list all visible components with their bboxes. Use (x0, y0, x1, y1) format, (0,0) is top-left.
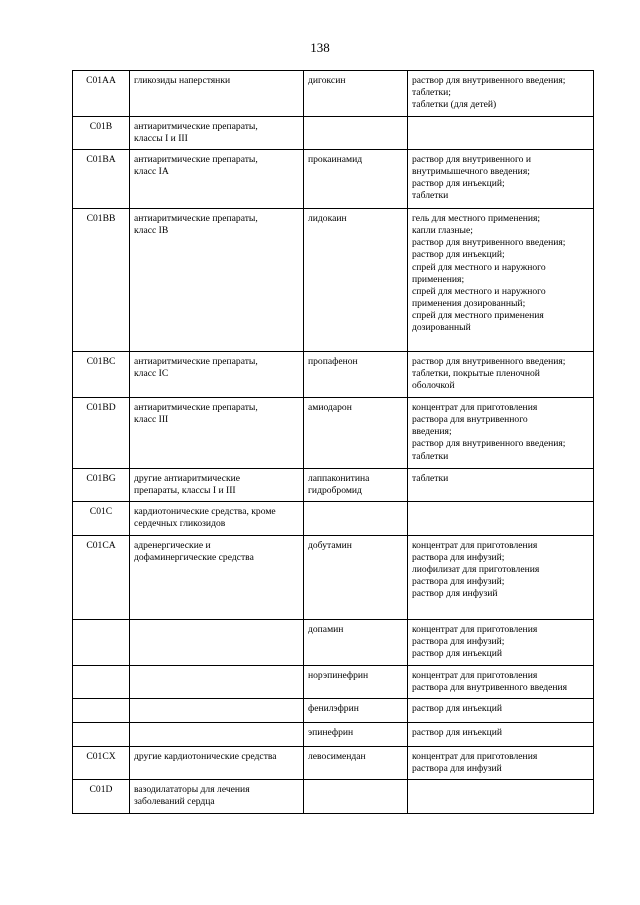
drug-name-line: эпинефрин (308, 726, 354, 738)
drug-name-cell (304, 698, 408, 722)
dosage-form-line: таблетки, покрытые пленочной (412, 368, 540, 380)
dosage-form-line: раствор для внутривенного введения; (412, 438, 566, 450)
dosage-form-line: введения; (412, 426, 452, 438)
table-row (73, 698, 594, 722)
group-name-line: заболеваний сердца (134, 796, 215, 808)
group-name-line: антиаритмические препараты, (134, 356, 258, 368)
drug-name-cell (304, 209, 408, 352)
table-row (73, 619, 594, 665)
group-name-line: антиаритмические препараты, (134, 121, 258, 132)
drug-name-line: амиодарон (308, 402, 352, 414)
atc-code-cell: C01BG (73, 469, 130, 502)
dosage-form-line: таблетки; (412, 87, 451, 99)
dosage-form-cell (408, 779, 594, 813)
dosage-form-cell (408, 150, 594, 209)
dosage-form-line: раствор для внутривенного и (412, 154, 531, 166)
table-row (73, 535, 594, 619)
dosage-form-line: раствора для внутривенного (412, 414, 528, 426)
drug-name-cell (304, 117, 408, 150)
dosage-form-cell (408, 535, 594, 619)
drug-name-line: добутамин (308, 539, 352, 551)
dosage-form-line: раствора для инфузий; (412, 575, 505, 587)
dosage-form-line: дозированный (412, 322, 471, 334)
group-name-line: другие кардиотонические средства (134, 750, 277, 762)
dosage-form-cell (408, 698, 594, 722)
dosage-form-line: спрей для местного и наружного (412, 285, 546, 297)
dosage-form-line: раствор для инъекций; (412, 178, 505, 190)
table-row (73, 398, 594, 469)
dosage-form-line: таблетки (412, 450, 449, 462)
group-name-line: антиаритмические препараты, (134, 402, 258, 414)
table-row (73, 665, 594, 698)
dosage-form-line: применения; (412, 273, 465, 285)
dosage-form-cell (408, 209, 594, 352)
atc-code-cell: C01BD (73, 398, 130, 469)
group-name-cell (130, 698, 304, 722)
dosage-form-line: концентрат для приготовления (412, 402, 538, 414)
drug-table (72, 70, 594, 814)
drug-name-cell (304, 502, 408, 535)
dosage-form-line: раствора для инфузий; (412, 635, 505, 647)
table-row (73, 117, 594, 150)
group-name-cell (130, 722, 304, 746)
drug-name-cell (304, 352, 408, 398)
drug-name-line: допамин (308, 623, 344, 635)
drug-name-line: дигоксин (308, 75, 346, 86)
table-row (73, 746, 594, 779)
dosage-form-line: раствор для инъекций (412, 726, 502, 738)
drug-name-cell (304, 665, 408, 698)
atc-code-cell (73, 619, 130, 665)
group-name-cell (130, 398, 304, 469)
drug-name-cell (304, 469, 408, 502)
group-name-cell (130, 209, 304, 352)
group-name-line: класс IA (134, 166, 169, 178)
dosage-form-line: спрей для местного и наружного (412, 261, 546, 273)
group-name-line: классы I и III (134, 133, 188, 145)
drug-name-line: гидробромид (308, 485, 362, 497)
atc-code-cell: C01C (73, 502, 130, 535)
atc-code-cell (73, 698, 130, 722)
dosage-form-line: концентрат для приготовления (412, 750, 538, 762)
dosage-form-line: внутримышечного введения; (412, 166, 530, 178)
drug-name-cell (304, 71, 408, 117)
group-name-cell (130, 150, 304, 209)
dosage-form-line: концентрат для приготовления (412, 539, 538, 551)
atc-code-cell (73, 665, 130, 698)
group-name-line: вазодилататоры для лечения (134, 783, 250, 795)
group-name-line: антиаритмические препараты, (134, 154, 258, 166)
atc-code-cell: C01B (73, 117, 130, 150)
group-name-line: сердечных гликозидов (134, 518, 226, 530)
dosage-form-cell (408, 71, 594, 117)
drug-name-line: лаппаконитина (308, 473, 370, 485)
dosage-form-cell (408, 352, 594, 398)
dosage-form-cell (408, 619, 594, 665)
table-row (73, 71, 594, 117)
group-name-cell (130, 619, 304, 665)
drug-name-line: лидокаин (308, 213, 347, 225)
group-name-cell (130, 535, 304, 619)
table-row (73, 722, 594, 746)
atc-code-cell (73, 722, 130, 746)
dosage-form-line: раствор для внутривенного введения; (412, 75, 566, 86)
group-name-cell (130, 117, 304, 150)
atc-code-cell: C01BA (73, 150, 130, 209)
table-row (73, 779, 594, 813)
table-row (73, 352, 594, 398)
table-row (73, 469, 594, 502)
drug-name-line: левосимендан (308, 750, 366, 762)
group-name-line: гликозиды наперстянки (134, 75, 231, 86)
group-name-line: препараты, классы I и III (134, 485, 236, 497)
drug-name-cell (304, 398, 408, 469)
dosage-form-line: раствора для инфузий; (412, 551, 505, 563)
dosage-form-line: спрей для местного применения (412, 309, 544, 321)
dosage-form-line: капли глазные; (412, 225, 473, 237)
group-name-cell (130, 746, 304, 779)
group-name-cell (130, 665, 304, 698)
drug-name-line: фенилэфрин (308, 702, 359, 714)
dosage-form-line: лиофилизат для приготовления (412, 563, 540, 575)
dosage-form-line: таблетки (для детей) (412, 99, 497, 111)
group-name-line: класс IB (134, 225, 169, 237)
atc-code-cell: C01AA (73, 71, 130, 117)
dosage-form-cell (408, 398, 594, 469)
atc-code-cell: C01BB (73, 209, 130, 352)
dosage-form-line: раствора для инфузий (412, 762, 502, 774)
table-row (73, 150, 594, 209)
dosage-form-line: концентрат для приготовления (412, 669, 538, 681)
dosage-form-line: раствор для инъекций; (412, 249, 505, 261)
atc-code-cell: C01CA (73, 535, 130, 619)
table-row (73, 502, 594, 535)
dosage-form-line: раствор для инъекций (412, 647, 502, 659)
table-row (73, 209, 594, 352)
dosage-form-cell (408, 722, 594, 746)
dosage-form-cell (408, 665, 594, 698)
group-name-line: класс IC (134, 368, 169, 380)
group-name-cell (130, 502, 304, 535)
dosage-form-line: раствора для внутривенного введения (412, 681, 568, 693)
group-name-cell (130, 71, 304, 117)
drug-table-body (73, 71, 594, 814)
atc-code-cell: C01BC (73, 352, 130, 398)
dosage-form-line: оболочкой (412, 380, 455, 392)
drug-name-line: пропафенон (308, 356, 358, 368)
group-name-line: антиаритмические препараты, (134, 213, 258, 225)
dosage-form-line: раствор для внутривенного введения; (412, 356, 566, 368)
group-name-line: другие антиаритмические (134, 473, 241, 485)
dosage-form-line: раствор для инфузий (412, 587, 498, 599)
group-name-line: класс III (134, 414, 169, 426)
dosage-form-cell (408, 746, 594, 779)
dosage-form-cell (408, 502, 594, 535)
dosage-form-line: гель для местного применения; (412, 213, 541, 225)
group-name-line: дофаминергические средства (134, 551, 254, 563)
drug-name-cell (304, 619, 408, 665)
group-name-line: адренергические и (134, 539, 211, 551)
atc-code-cell: C01D (73, 779, 130, 813)
drug-name-cell (304, 746, 408, 779)
atc-code-cell: C01CX (73, 746, 130, 779)
drug-name-cell (304, 722, 408, 746)
dosage-form-line: концентрат для приготовления (412, 623, 538, 635)
dosage-form-cell (408, 117, 594, 150)
dosage-form-line: раствор для внутривенного введения; (412, 237, 566, 249)
group-name-line: кардиотонические средства, кроме (134, 506, 276, 518)
drug-name-line: норэпинефрин (308, 669, 369, 681)
dosage-form-line: применения дозированный; (412, 297, 526, 309)
group-name-cell (130, 779, 304, 813)
group-name-cell (130, 352, 304, 398)
drug-name-cell (304, 779, 408, 813)
drug-name-line: прокаинамид (308, 154, 363, 166)
drug-name-cell (304, 150, 408, 209)
drug-name-cell (304, 535, 408, 619)
dosage-form-cell (408, 469, 594, 502)
page-number: 138 (310, 40, 330, 55)
dosage-form-line: таблетки (412, 190, 449, 202)
dosage-form-line: таблетки (412, 473, 449, 485)
dosage-form-line: раствор для инъекций (412, 702, 502, 714)
group-name-cell (130, 469, 304, 502)
